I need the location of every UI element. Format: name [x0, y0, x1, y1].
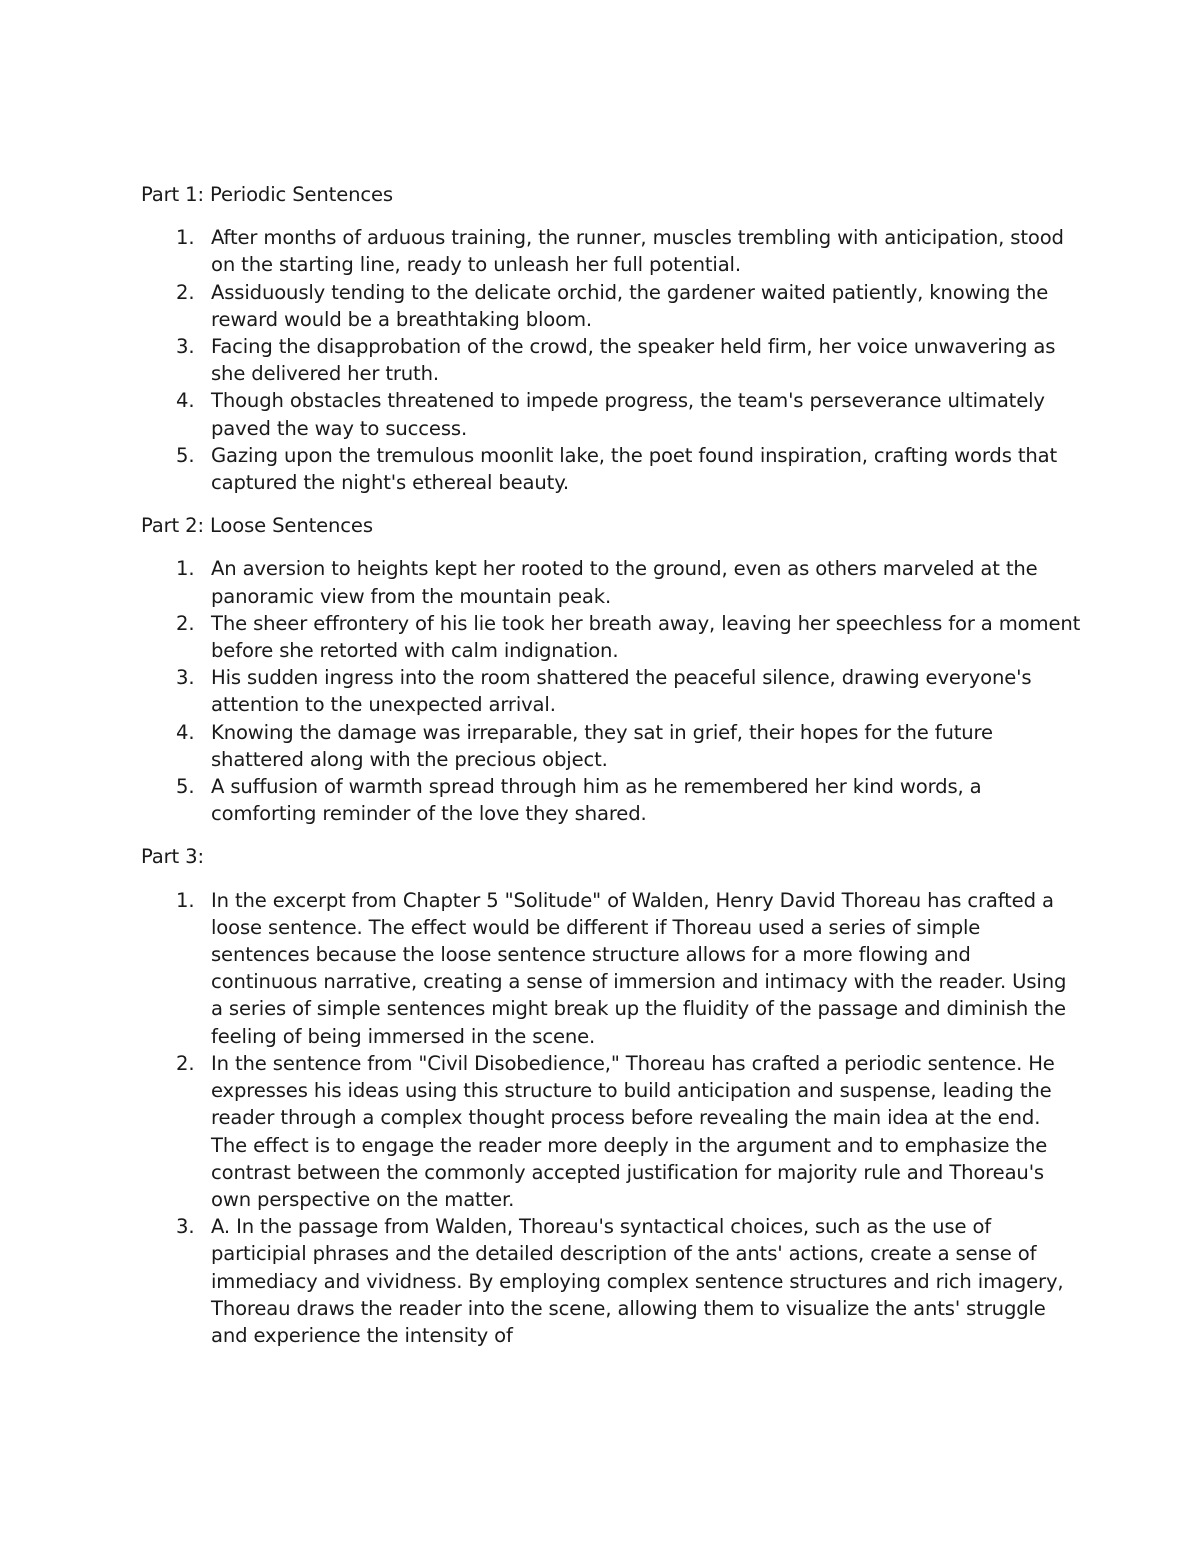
- list-item: [141, 1050, 1081, 1213]
- list-item-text: Though obstacles threatened to impede progress, the team's perseverance ultimately paved the way to success.: [211, 389, 1045, 440]
- list-item: [141, 664, 1081, 718]
- list-item-text: Knowing the damage was irreparable, they sat in grief, their hopes for the future shattered along with the precious object.: [211, 720, 993, 771]
- list-number: 1.: [176, 557, 195, 581]
- list-item: [141, 1213, 1081, 1349]
- list-item-text: The sheer effrontery of his lie took her breath away, leaving her speechless for a moment before she retorted with calm indignation.: [211, 611, 1081, 663]
- document-body: [141, 181, 1081, 1365]
- list-item: [141, 555, 1081, 609]
- list-item-text: A. In the passage from Walden, Thoreau's syntactical choices, such as the use of participial phrases and the detailed description of the ants' actions, create a sense of immediacy and vividness. By employing complex sentence structures and rich imagery, Thoreau draws the reader into the scene, allowing them to visualize the ants' struggle and experience the intensity of: [211, 1215, 1064, 1347]
- list-item: [141, 333, 1081, 387]
- list-item: [141, 773, 1081, 827]
- part-2-list: [141, 555, 1081, 827]
- list-item-text: Assiduously tending to the delicate orchid, the gardener waited patiently, knowing the reward would be a breathtaking bloom.: [211, 280, 1049, 331]
- list-number: 2.: [176, 611, 195, 635]
- list-number: 5.: [176, 775, 195, 799]
- list-item-text: His sudden ingress into the room shattered the peaceful silence, drawing everyone's attention to the unexpected arrival.: [211, 666, 1032, 717]
- list-number: 2.: [176, 280, 195, 304]
- list-item: [141, 442, 1081, 496]
- list-item-text: An aversion to heights kept her rooted to the ground, even as others marveled at the panoramic view from the mountain peak.: [211, 557, 1038, 608]
- list-item-text: In the excerpt from Chapter 5 "Solitude" of Walden, Henry David Thoreau has crafted a loose sentence. The effect would be different if Thoreau used a series of simple sentences because the loose sentence structure allows for a more flowing and continuous narrative, creating a sense of immersion and intimacy with the reader. Using a series of simple sentences might break up the fluidity of the passage and diminish the feeling of being immersed in the scene.: [211, 888, 1067, 1048]
- list-item-text: Facing the disapprobation of the crowd, the speaker held firm, her voice unwavering as she delivered her truth.: [211, 335, 1056, 386]
- list-item-text: A suffusion of warmth spread through him as he remembered her kind words, a comforting reminder of the love they shared.: [211, 775, 982, 826]
- list-number: 3.: [176, 1215, 195, 1239]
- list-number: 1.: [176, 888, 195, 912]
- part-2-heading: Part 2: Loose Sentences: [141, 514, 373, 538]
- list-number: 3.: [176, 335, 195, 359]
- list-number: 3.: [176, 666, 195, 690]
- list-item-text: After months of arduous training, the runner, muscles trembling with anticipation, stood on the starting line, ready to unleash her full potential.: [211, 226, 1064, 277]
- list-item: [141, 610, 1081, 664]
- list-number: 2.: [176, 1051, 195, 1075]
- list-number: 1.: [176, 226, 195, 250]
- list-number: 4.: [176, 720, 195, 744]
- part-1-list: [141, 224, 1081, 496]
- list-item: [141, 279, 1081, 333]
- list-item: [141, 719, 1081, 773]
- list-item-text: Gazing upon the tremulous moonlit lake, the poet found inspiration, crafting words that captured the night's ethereal beauty.: [211, 443, 1058, 495]
- part-1-heading: Part 1: Periodic Sentences: [141, 183, 393, 206]
- list-item-text: In the sentence from "Civil Disobedience," Thoreau has crafted a periodic sentence. He expresses his ideas using this structure to build anticipation and suspense, leading the reader through a complex thought process before revealing the main idea at the end. The effect is to engage the reader more deeply in the argument and to emphasize the contrast between the commonly accepted justification for majority rule and Thoreau's own perspective on the matter.: [211, 1051, 1055, 1211]
- list-number: 5.: [176, 443, 195, 467]
- part-3-heading: Part 3:: [141, 845, 204, 869]
- list-item: [141, 387, 1081, 441]
- list-item: [141, 224, 1081, 278]
- list-number: 4.: [176, 389, 195, 413]
- part-3-list: [141, 887, 1081, 1349]
- list-item: [141, 887, 1081, 1050]
